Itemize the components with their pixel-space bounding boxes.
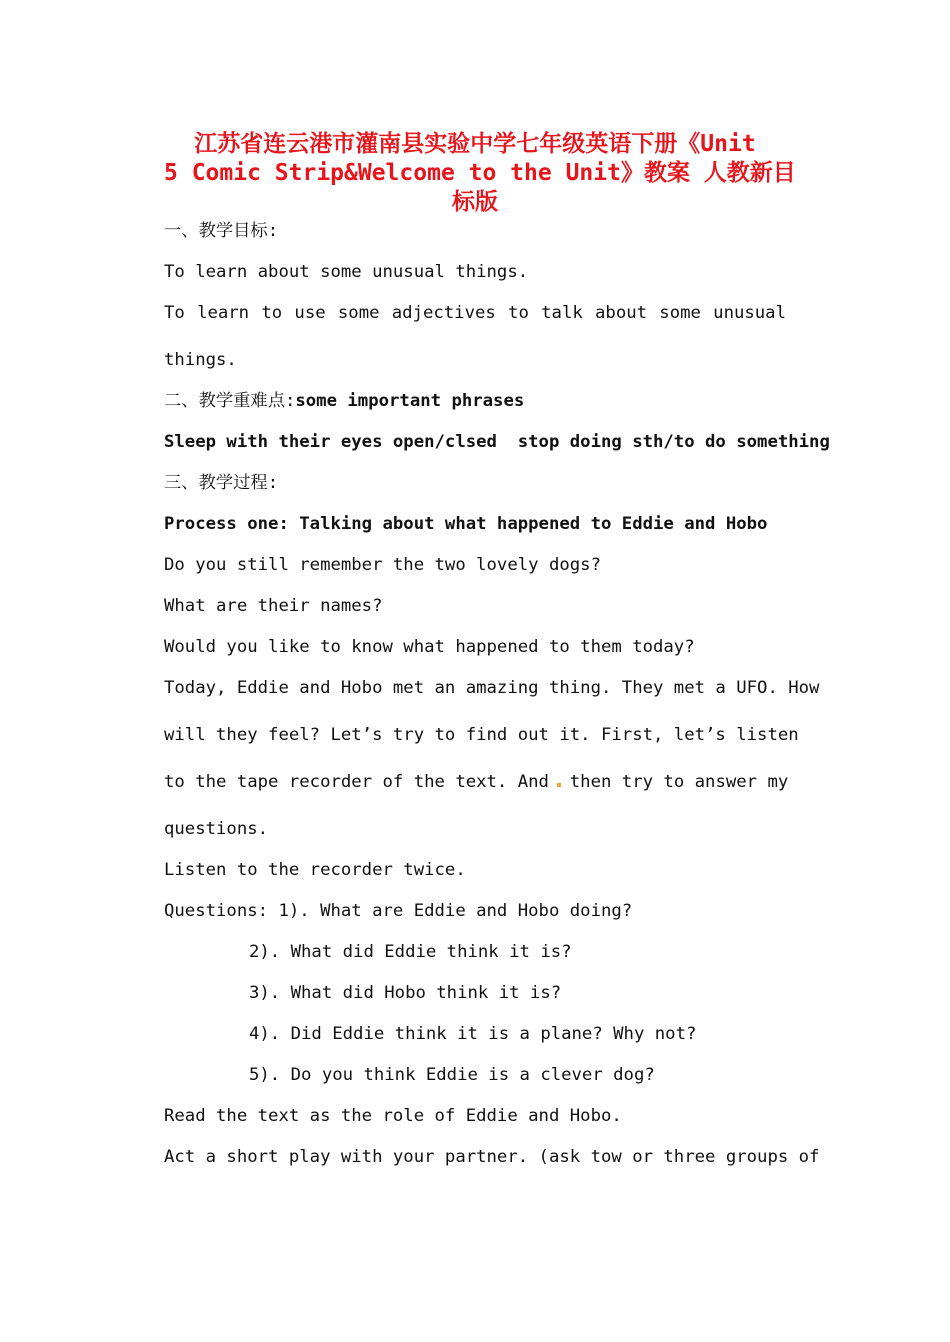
question-4: 4). Did Eddie think it is a plane? Why not? [249,1024,697,1044]
paragraph-line-3-a: to the tape recorder of the text. And [164,772,549,792]
paragraph-line-3-b: then try to answer my [569,772,789,792]
question-5: 5). Do you think Eddie is a clever dog? [249,1065,655,1085]
paragraph-line-4: questions. [164,819,269,839]
key-phrases: Sleep with their eyes open/clsed stop doing sth/to do something [164,432,830,452]
listen-instruction: Listen to the recorder twice. [164,860,466,880]
read-instruction: Read the text as the role of Eddie and Hobo. [164,1106,622,1126]
act-instruction: Act a short play with your partner. (ask tow or three groups of [164,1147,820,1167]
goal-2-continued: things. [164,350,237,370]
title-line-3: 标版 [452,189,498,215]
margin-mark [557,783,561,787]
key-heading-cn: 二、教学重难点: [164,391,296,411]
question-1: Questions: 1). What are Eddie and Hobo doing? [164,901,633,921]
goal-2: To learn to use some adjectives to talk about some unusual [164,303,786,323]
question-3: 3). What did Hobo think it is? [249,983,562,1003]
title-line-1: 江苏省连云港市灌南县实验中学七年级英语下册《Unit [194,131,756,157]
process-one-heading: Process one: Talking about what happened to Eddie and Hobo [164,514,768,534]
key-points-heading [164,389,786,413]
title-line-2: 5 Comic Strip&Welcome to the Unit》教案 人教新目 [164,160,796,186]
question-2: 2). What did Eddie think it is? [249,942,572,962]
document-title [164,130,796,217]
key-heading-en: some important phrases [295,391,525,411]
paragraph-line-1: Today, Eddie and Hobo met an amazing thing. They met a UFO. How [164,678,820,698]
question-remember: Do you still remember the two lovely dogs? [164,555,601,575]
question-know: Would you like to know what happened to them today? [164,637,695,657]
goals-heading: 一、教学目标: [164,221,279,241]
paragraph-line-2: will they feel? Let’s try to find out it. First, let’s listen [164,725,799,745]
process-heading: 三、教学过程: [164,473,279,493]
question-names: What are their names? [164,596,383,616]
goal-1: To learn about some unusual things. [164,262,529,282]
paragraph-line-3 [164,770,789,794]
